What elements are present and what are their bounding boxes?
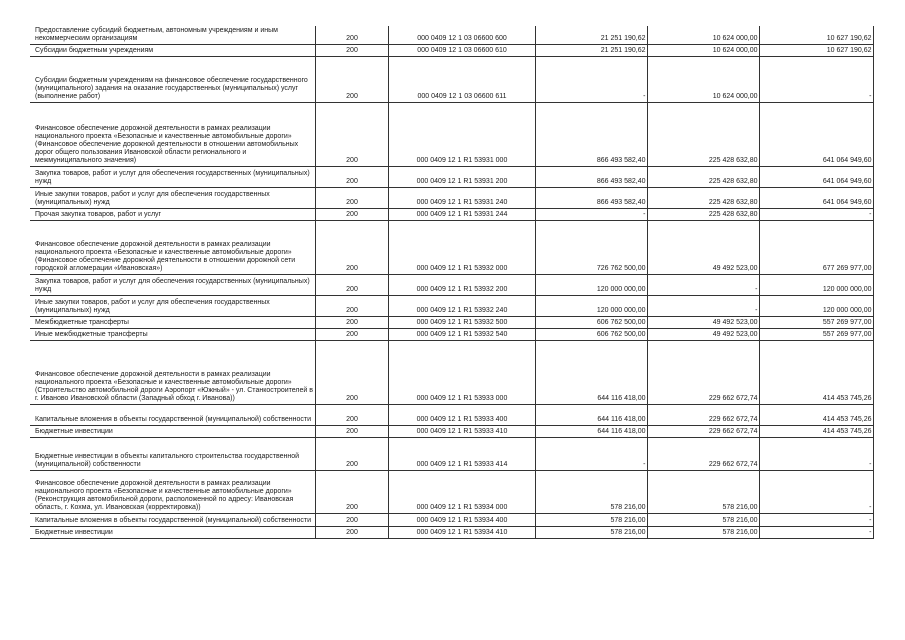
row-code-cell: 200 <box>315 26 388 44</box>
row-executed-cell: 578 216,00 <box>647 513 759 526</box>
row-unexecuted-cell: 414 453 745,26 <box>759 425 873 437</box>
row-code-cell: 200 <box>315 220 388 274</box>
row-unexecuted-cell: 557 269 977,00 <box>759 316 873 328</box>
table-row <box>30 425 873 437</box>
row-approved-cell: 578 216,00 <box>535 513 647 526</box>
row-unexecuted-cell: 557 269 977,00 <box>759 328 873 340</box>
row-class-code-cell: 000 0409 12 1 R1 53934 410 <box>388 526 535 538</box>
row-approved-cell: 120 000 000,00 <box>535 295 647 316</box>
row-class-code-cell: 000 0409 12 1 R1 53933 000 <box>388 340 535 404</box>
row-name-cell: Финансовое обеспечение дорожной деятельности в рамках реализации национального проекта «Безопасные и качественные автомобильные дороги» (Реконструкция автомобильной дороги, расположенной по адресу: Ивановская область, г. Кохма, ул. Ивановская (корректировка)) <box>30 470 315 513</box>
row-approved-cell: 644 116 418,00 <box>535 340 647 404</box>
row-approved-cell: 120 000 000,00 <box>535 274 647 295</box>
row-unexecuted-cell: 120 000 000,00 <box>759 295 873 316</box>
row-name-cell: Финансовое обеспечение дорожной деятельности в рамках реализации национального проекта «Безопасные и качественные автомобильные дороги» (Строительство автомобильной дороги Аэропорт «Южный» - ул. Станкостроителей в г. Иваново Ивановской области (Западный обход г. Иванова)) <box>30 340 315 404</box>
budget-table-body <box>30 26 873 538</box>
row-class-code-cell: 000 0409 12 1 03 06600 610 <box>388 44 535 56</box>
row-approved-cell: 21 251 190,62 <box>535 26 647 44</box>
row-code-cell: 200 <box>315 437 388 470</box>
table-row <box>30 404 873 425</box>
row-class-code-cell: 000 0409 12 1 R1 53931 240 <box>388 187 535 208</box>
row-unexecuted-cell: 641 064 949,60 <box>759 102 873 166</box>
row-name-cell: Предоставление субсидий бюджетным, автономным учреждениям и иным некоммерческим организациям <box>30 26 315 44</box>
row-approved-cell: - <box>535 437 647 470</box>
row-class-code-cell: 000 0409 12 1 R1 53933 410 <box>388 425 535 437</box>
row-executed-cell: 10 624 000,00 <box>647 44 759 56</box>
row-approved-cell: - <box>535 208 647 220</box>
row-code-cell: 200 <box>315 102 388 166</box>
row-executed-cell: 10 624 000,00 <box>647 26 759 44</box>
row-code-cell: 200 <box>315 513 388 526</box>
table-row <box>30 328 873 340</box>
table-row <box>30 56 873 102</box>
row-unexecuted-cell: - <box>759 56 873 102</box>
row-executed-cell: 229 662 672,74 <box>647 425 759 437</box>
row-executed-cell: 225 428 632,80 <box>647 166 759 187</box>
row-class-code-cell: 000 0409 12 1 03 06600 611 <box>388 56 535 102</box>
table-row <box>30 513 873 526</box>
row-code-cell: 200 <box>315 295 388 316</box>
row-approved-cell: 606 762 500,00 <box>535 328 647 340</box>
row-class-code-cell: 000 0409 12 1 R1 53931 000 <box>388 102 535 166</box>
row-code-cell: 200 <box>315 425 388 437</box>
row-name-cell: Бюджетные инвестиции <box>30 425 315 437</box>
row-unexecuted-cell: 677 269 977,00 <box>759 220 873 274</box>
row-class-code-cell: 000 0409 12 1 R1 53932 500 <box>388 316 535 328</box>
row-class-code-cell: 000 0409 12 1 R1 53934 400 <box>388 513 535 526</box>
row-class-code-cell: 000 0409 12 1 R1 53933 414 <box>388 437 535 470</box>
row-class-code-cell: 000 0409 12 1 R1 53932 240 <box>388 295 535 316</box>
row-code-cell: 200 <box>315 316 388 328</box>
table-row <box>30 208 873 220</box>
row-name-cell: Бюджетные инвестиции <box>30 526 315 538</box>
row-unexecuted-cell: 10 627 190,62 <box>759 44 873 56</box>
row-name-cell: Капитальные вложения в объекты государственной (муниципальной) собственности <box>30 404 315 425</box>
row-code-cell: 200 <box>315 166 388 187</box>
row-executed-cell: 229 662 672,74 <box>647 437 759 470</box>
row-class-code-cell: 000 0409 12 1 R1 53931 200 <box>388 166 535 187</box>
row-executed-cell: 578 216,00 <box>647 470 759 513</box>
row-unexecuted-cell: - <box>759 208 873 220</box>
row-approved-cell: 866 493 582,40 <box>535 187 647 208</box>
row-class-code-cell: 000 0409 12 1 R1 53931 244 <box>388 208 535 220</box>
row-name-cell: Бюджетные инвестиции в объекты капитального строительства государственной (муниципальной) собственности <box>30 437 315 470</box>
table-row <box>30 526 873 538</box>
row-executed-cell: 229 662 672,74 <box>647 404 759 425</box>
row-executed-cell: - <box>647 295 759 316</box>
row-approved-cell: 866 493 582,40 <box>535 102 647 166</box>
row-approved-cell: 21 251 190,62 <box>535 44 647 56</box>
row-executed-cell: 49 492 523,00 <box>647 328 759 340</box>
row-executed-cell: 49 492 523,00 <box>647 316 759 328</box>
table-row <box>30 26 873 44</box>
row-class-code-cell: 000 0409 12 1 R1 53932 540 <box>388 328 535 340</box>
row-executed-cell: 225 428 632,80 <box>647 208 759 220</box>
row-code-cell: 200 <box>315 328 388 340</box>
row-approved-cell: - <box>535 56 647 102</box>
row-code-cell: 200 <box>315 274 388 295</box>
table-row <box>30 274 873 295</box>
row-name-cell: Финансовое обеспечение дорожной деятельности в рамках реализации национального проекта «Безопасные и качественные автомобильные дороги» (Финансовое обеспечение дорожной деятельности в отношении дорожной сети городской агломерации «Ивановская») <box>30 220 315 274</box>
row-unexecuted-cell: 414 453 745,26 <box>759 404 873 425</box>
row-approved-cell: 644 116 418,00 <box>535 404 647 425</box>
row-unexecuted-cell: 641 064 949,60 <box>759 166 873 187</box>
table-row <box>30 437 873 470</box>
row-unexecuted-cell: - <box>759 437 873 470</box>
row-code-cell: 200 <box>315 470 388 513</box>
table-row <box>30 220 873 274</box>
row-class-code-cell: 000 0409 12 1 R1 53932 000 <box>388 220 535 274</box>
row-approved-cell: 866 493 582,40 <box>535 166 647 187</box>
row-code-cell: 200 <box>315 526 388 538</box>
row-code-cell: 200 <box>315 340 388 404</box>
row-code-cell: 200 <box>315 208 388 220</box>
row-executed-cell: 578 216,00 <box>647 526 759 538</box>
row-unexecuted-cell: 414 453 745,26 <box>759 340 873 404</box>
row-executed-cell: - <box>647 274 759 295</box>
row-approved-cell: 578 216,00 <box>535 526 647 538</box>
row-approved-cell: 726 762 500,00 <box>535 220 647 274</box>
table-row <box>30 44 873 56</box>
table-row <box>30 187 873 208</box>
row-unexecuted-cell: - <box>759 513 873 526</box>
row-unexecuted-cell: 641 064 949,60 <box>759 187 873 208</box>
row-code-cell: 200 <box>315 187 388 208</box>
row-executed-cell: 49 492 523,00 <box>647 220 759 274</box>
row-executed-cell: 225 428 632,80 <box>647 102 759 166</box>
budget-table <box>30 26 874 539</box>
row-code-cell: 200 <box>315 56 388 102</box>
row-name-cell: Закупка товаров, работ и услуг для обеспечения государственных (муниципальных) нужд <box>30 166 315 187</box>
row-executed-cell: 225 428 632,80 <box>647 187 759 208</box>
row-approved-cell: 578 216,00 <box>535 470 647 513</box>
row-class-code-cell: 000 0409 12 1 R1 53932 200 <box>388 274 535 295</box>
row-name-cell: Межбюджетные трансферты <box>30 316 315 328</box>
row-executed-cell: 10 624 000,00 <box>647 56 759 102</box>
row-name-cell: Прочая закупка товаров, работ и услуг <box>30 208 315 220</box>
table-row <box>30 295 873 316</box>
row-class-code-cell: 000 0409 12 1 R1 53934 000 <box>388 470 535 513</box>
row-name-cell: Иные закупки товаров, работ и услуг для обеспечения государственных (муниципальных) нужд <box>30 187 315 208</box>
table-row <box>30 102 873 166</box>
row-approved-cell: 644 116 418,00 <box>535 425 647 437</box>
row-unexecuted-cell: 10 627 190,62 <box>759 26 873 44</box>
table-row <box>30 166 873 187</box>
row-name-cell: Иные межбюджетные трансферты <box>30 328 315 340</box>
row-class-code-cell: 000 0409 12 1 03 06600 600 <box>388 26 535 44</box>
row-name-cell: Капитальные вложения в объекты государственной (муниципальной) собственности <box>30 513 315 526</box>
row-unexecuted-cell: - <box>759 526 873 538</box>
row-approved-cell: 606 762 500,00 <box>535 316 647 328</box>
row-unexecuted-cell: 120 000 000,00 <box>759 274 873 295</box>
row-name-cell: Финансовое обеспечение дорожной деятельности в рамках реализации национального проекта «Безопасные и качественные автомобильные дороги» (Финансовое обеспечение дорожной деятельности в отношении автомобильных дорог общего пользования Ивановской области регионального и межмуниципального значения) <box>30 102 315 166</box>
row-unexecuted-cell: - <box>759 470 873 513</box>
row-executed-cell: 229 662 672,74 <box>647 340 759 404</box>
budget-table-sheet <box>30 26 873 539</box>
row-name-cell: Субсидии бюджетным учреждениям <box>30 44 315 56</box>
table-row <box>30 340 873 404</box>
table-row <box>30 316 873 328</box>
row-name-cell: Закупка товаров, работ и услуг для обеспечения государственных (муниципальных) нужд <box>30 274 315 295</box>
row-name-cell: Иные закупки товаров, работ и услуг для обеспечения государственных (муниципальных) нужд <box>30 295 315 316</box>
row-name-cell: Субсидии бюджетным учреждениям на финансовое обеспечение государственного (муниципального) задания на оказание государственных (муниципальных) услуг (выполнение работ) <box>30 56 315 102</box>
row-class-code-cell: 000 0409 12 1 R1 53933 400 <box>388 404 535 425</box>
row-code-cell: 200 <box>315 44 388 56</box>
row-code-cell: 200 <box>315 404 388 425</box>
table-row <box>30 470 873 513</box>
